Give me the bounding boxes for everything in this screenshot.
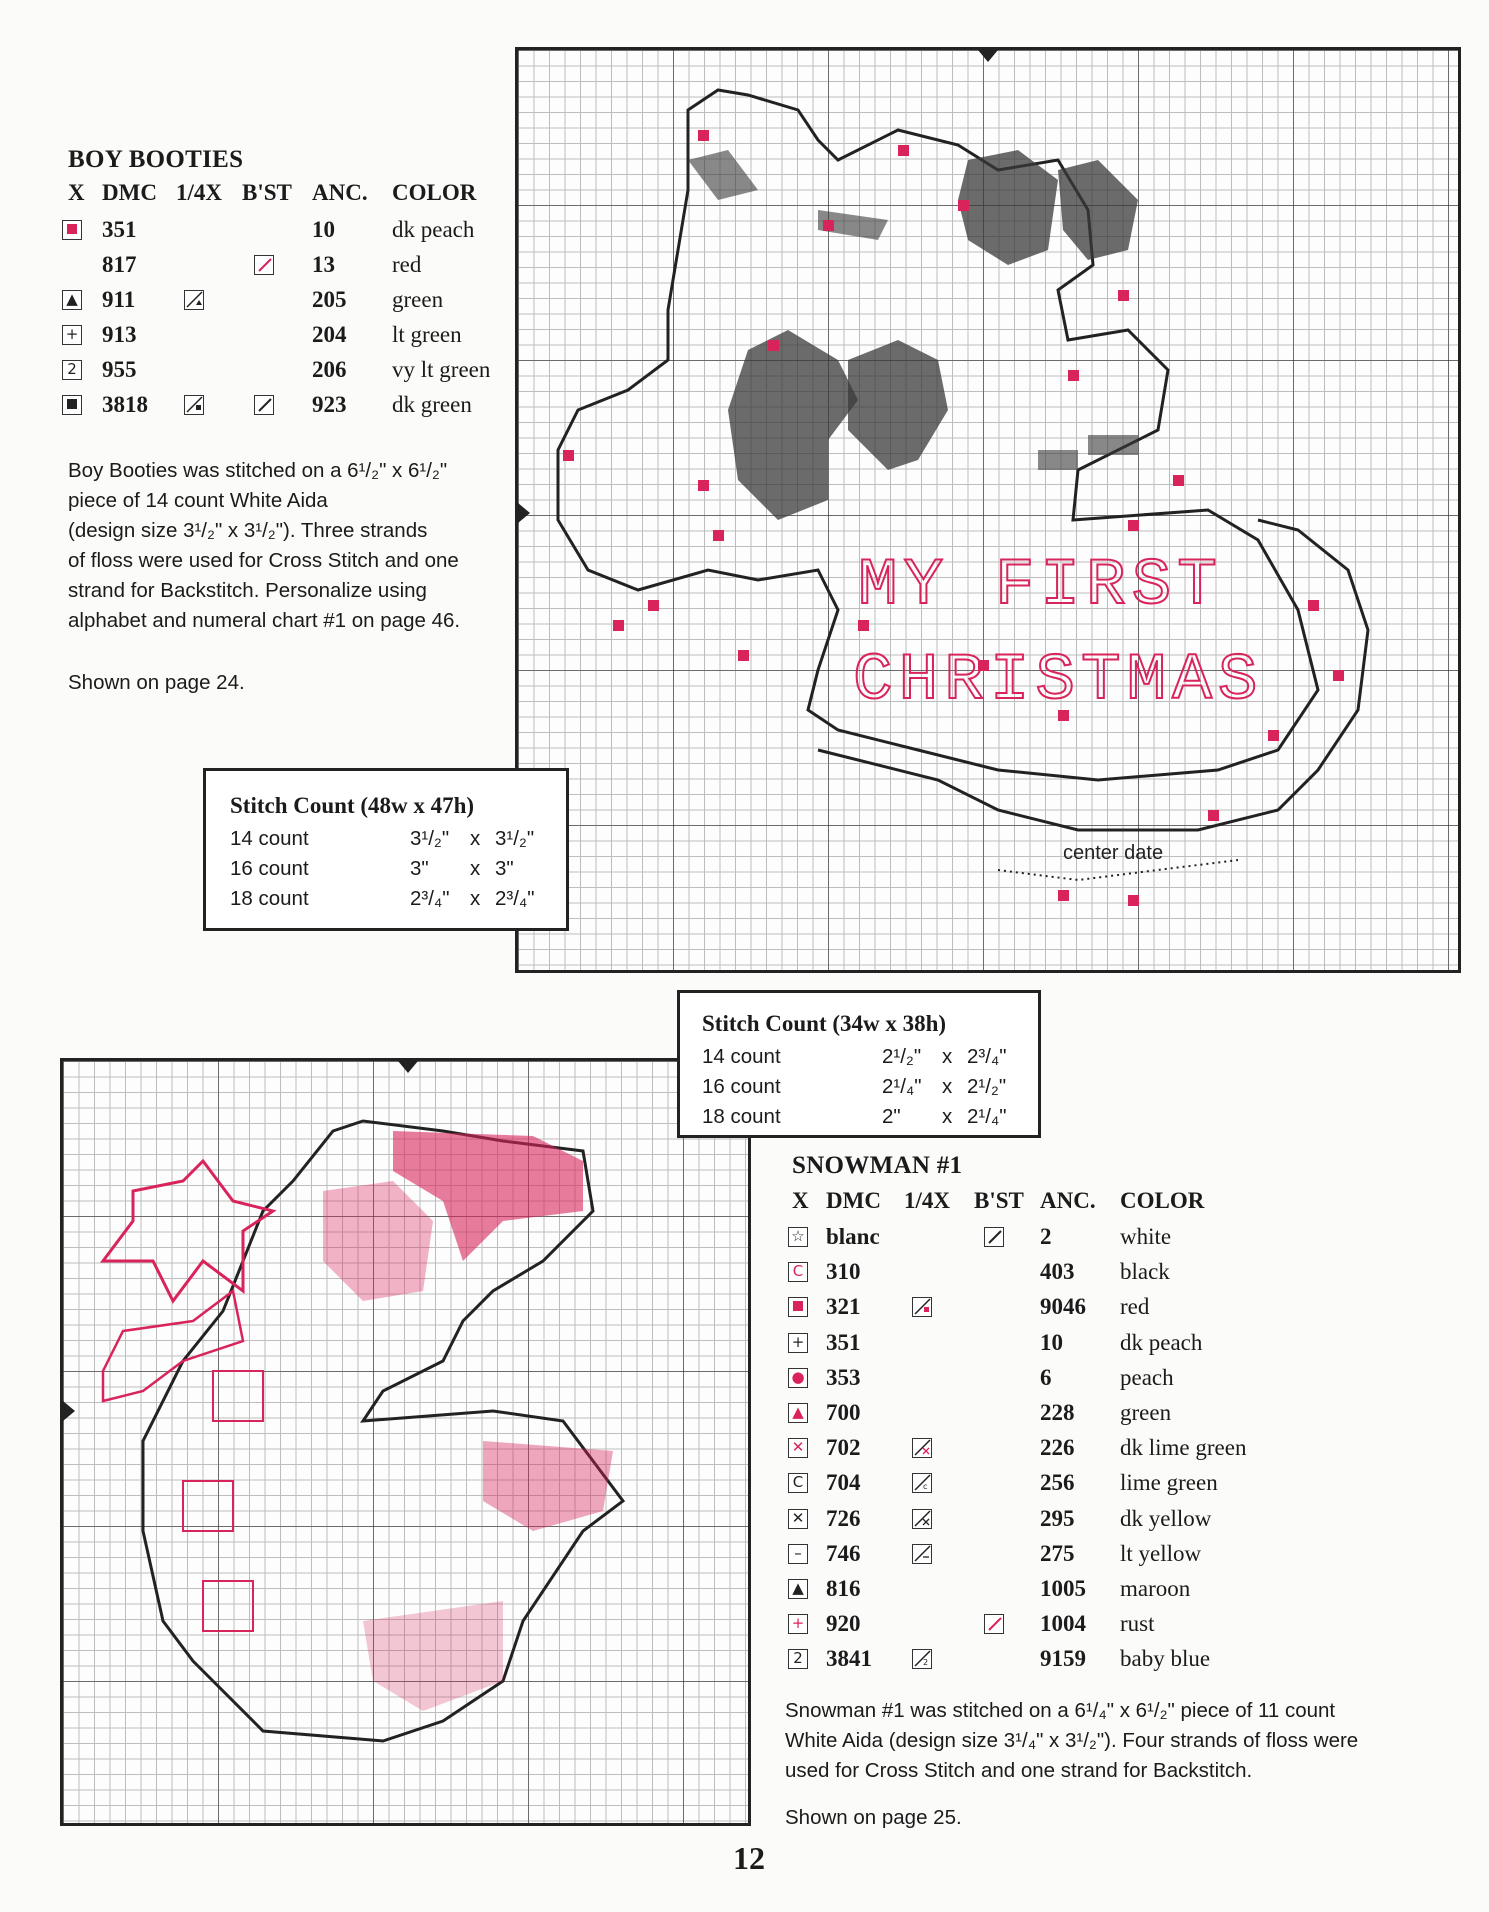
stitch-count-row-14 (230, 827, 550, 851)
dark-green-ribbon-4 (1088, 435, 1138, 455)
plus-icon: + (62, 325, 82, 345)
stitch-count-title: Stitch Count (34w x 38h) (702, 1011, 947, 1036)
pink-triangle-icon: ▲ (788, 1403, 808, 1423)
key-row-dmc: 704 (826, 1470, 861, 1496)
key-row-dmc: 351 (826, 1329, 861, 1355)
center-marker-left (63, 1401, 75, 1421)
stitch-count-x: x (942, 1105, 953, 1128)
key-row-color: rust (1120, 1611, 1155, 1637)
key-row-anc: 295 (1040, 1505, 1075, 1531)
key-header-color: COLOR (392, 180, 477, 205)
stitch-count-row-18 (702, 1105, 1022, 1129)
boy-booties-chart-artwork (518, 50, 1458, 970)
key-row-dmc: 920 (826, 1611, 861, 1637)
description-line: used for Cross Stitch and one strand for Backstitch. (785, 1759, 1253, 1782)
stitch-count-x: x (470, 827, 481, 850)
key-row-anc: 256 (1040, 1470, 1075, 1496)
stitch-count-height: 2³/₄" (967, 1045, 1007, 1068)
stitch-count-label: 14 count (702, 1045, 781, 1068)
svg-text:c: c (922, 1482, 927, 1492)
pink-plus-icon: + (788, 1614, 808, 1634)
red-backstitch-icon (254, 255, 274, 275)
center-date-label: center date (1063, 842, 1164, 864)
star-icon: ☆ (788, 1227, 808, 1247)
key-row-dmc: 700 (826, 1400, 861, 1425)
stitch-count-x: x (470, 857, 481, 880)
plus-icon: + (788, 1333, 808, 1353)
stitch-count-label: 18 count (702, 1105, 781, 1128)
key-row-anc: 2 (1040, 1224, 1052, 1249)
quarter-pink-x-icon (912, 1438, 932, 1458)
quarter-two-icon (912, 1649, 932, 1669)
snowman-chart-artwork (63, 1061, 748, 1823)
key-row-dmc: 913 (102, 322, 137, 347)
boy-booties-description (68, 456, 528, 636)
stitch-count-width: 2¹/₄" (882, 1075, 922, 1098)
description-line: piece of 14 count White Aida (68, 489, 328, 512)
stitch-count-height: 2¹/₂" (967, 1075, 1007, 1098)
stitch-count-height: 2¹/₄" (967, 1105, 1007, 1128)
snowman-chart (60, 1058, 751, 1826)
stitch-count-height: 3" (495, 857, 514, 880)
dk-peach-stitches (563, 130, 1344, 906)
chart-text-line2: CHRISTMAS (853, 643, 1264, 718)
c-icon: C (788, 1473, 808, 1493)
key-row-anc: 228 (1040, 1400, 1075, 1425)
filled-pink-square-icon (788, 1297, 808, 1317)
key-row-color: lt yellow (1120, 1540, 1202, 1566)
key-header-quarter-x: 1/4X (904, 1188, 950, 1213)
stitch-count-width: 2¹/₂" (882, 1045, 922, 1068)
two-icon: 2 (788, 1649, 808, 1669)
key-row-anc: 204 (312, 322, 347, 347)
pink-c-icon: C (788, 1262, 808, 1282)
stitch-count-height: 2³/₄" (495, 887, 535, 910)
key-header-x: X (792, 1188, 809, 1213)
svg-text:2: 2 (922, 1658, 928, 1668)
key-row-anc: 206 (312, 357, 347, 382)
boy-booties-title: BOY BOOTIES (68, 146, 244, 173)
page-number: 12 (733, 1840, 765, 1876)
key-row-anc: 1004 (1040, 1611, 1086, 1637)
stitch-count-x: x (470, 887, 481, 910)
key-row-dmc: 3841 (826, 1646, 872, 1672)
snowman-stitch-count-box (677, 990, 1041, 1138)
quarter-x-icon (912, 1509, 932, 1529)
key-row-dmc: 3818 (102, 392, 148, 417)
key-row-color: vy lt green (392, 357, 491, 382)
quarter-dash-icon (912, 1544, 932, 1564)
broom-outline (103, 1291, 243, 1401)
stitch-count-height: 3¹/₂" (495, 827, 535, 850)
dark-green-ribbon-3 (1038, 450, 1078, 470)
triangle-icon: ▲ (788, 1579, 808, 1599)
key-row-color: dk yellow (1120, 1505, 1212, 1531)
description-line: White Aida (design size 3¹/₄" x 3¹/₂"). Four strands of floss were (785, 1729, 1359, 1752)
key-row-dmc: 817 (102, 252, 137, 277)
center-marker-top (978, 50, 998, 62)
stitch-count-width: 3" (410, 857, 429, 880)
scarf-red-area (483, 1441, 613, 1531)
stitch-count-x: x (942, 1075, 953, 1098)
key-row-color: lt green (392, 322, 462, 347)
filled-pink-square-icon (62, 220, 82, 240)
quarter-pink-square-icon (912, 1297, 932, 1317)
key-row-anc: 275 (1040, 1540, 1075, 1566)
key-row-dmc: 353 (826, 1364, 861, 1390)
key-row-anc: 13 (312, 252, 335, 277)
stitch-count-width: 2" (882, 1105, 901, 1128)
pink-button-3 (203, 1581, 253, 1631)
key-row-color: red (1120, 1294, 1150, 1320)
key-row-dmc: 955 (102, 357, 137, 382)
quarter-c-icon (912, 1473, 932, 1493)
center-marker-left (518, 503, 530, 523)
key-row-color: baby blue (1120, 1646, 1211, 1672)
key-header-backstitch: B'ST (242, 180, 292, 205)
dash-icon: – (788, 1544, 808, 1564)
key-row-anc: 9046 (1040, 1294, 1086, 1320)
key-row-anc: 226 (1040, 1435, 1075, 1461)
boy-booties-shown-on: Shown on page 24. (68, 671, 245, 694)
black-backstitch-icon (984, 1227, 1004, 1247)
key-row-color: dk peach (1120, 1329, 1203, 1355)
stitch-count-x: x (942, 1045, 953, 1068)
stitch-count-row-14 (702, 1045, 1022, 1069)
boy-booties-stitch-count-box (203, 768, 569, 931)
key-row-dmc: blanc (826, 1224, 880, 1249)
description-line: strand for Backstitch. Personalize using (68, 579, 427, 602)
key-header-anchor: ANC. (1040, 1188, 1096, 1213)
key-row-color: red (392, 252, 422, 277)
key-row-color: green (1120, 1400, 1172, 1425)
pink-x-icon: ✕ (788, 1438, 808, 1458)
description-line: Snowman #1 was stitched on a 6¹/₄" x 6¹/₂" piece of 11 count (785, 1699, 1336, 1722)
key-row-anc: 9159 (1040, 1646, 1086, 1672)
key-row-color: lime green (1120, 1470, 1218, 1496)
snowman-key-table (788, 1188, 1308, 1222)
quarter-triangle-icon (184, 290, 204, 310)
description-line: (design size 3¹/₂" x 3¹/₂"). Three strands (68, 519, 428, 542)
quarter-square-icon (184, 395, 204, 415)
dark-green-toe-left (728, 330, 858, 520)
dark-green-ribbon-1 (688, 150, 758, 200)
dark-green-toe-top-1 (958, 150, 1058, 265)
stitch-count-label: 16 count (230, 857, 309, 880)
stitch-count-label: 18 count (230, 887, 309, 910)
description-line: Boy Booties was stitched on a 6¹/₂" x 6¹/₂" (68, 459, 448, 482)
description-line: of floss were used for Cross Stitch and one (68, 549, 459, 572)
snowman-description (785, 1696, 1445, 1786)
key-row-color: black (1120, 1259, 1170, 1285)
stitch-count-row-16 (702, 1075, 1022, 1099)
key-row-dmc: 321 (826, 1294, 861, 1320)
pink-dot-icon: ● (788, 1368, 808, 1388)
stitch-count-title: Stitch Count (48w x 47h) (230, 793, 475, 818)
key-row-anc: 205 (312, 287, 347, 312)
snowman-title: SNOWMAN #1 (792, 1152, 963, 1179)
stitch-count-row-18 (230, 887, 550, 911)
dark-green-toe-top-2 (1058, 160, 1138, 260)
key-row-anc: 6 (1040, 1364, 1052, 1390)
key-row-color: peach (1120, 1364, 1174, 1390)
key-header-x: X (68, 180, 85, 205)
stitch-count-label: 16 count (702, 1075, 781, 1098)
key-row-dmc: 351 (102, 217, 137, 242)
key-row-dmc: 746 (826, 1540, 861, 1566)
snowman-shown-on: Shown on page 25. (785, 1806, 962, 1829)
x-icon: ✕ (788, 1509, 808, 1529)
key-row-dmc: 702 (826, 1435, 861, 1461)
key-row-anc: 403 (1040, 1259, 1075, 1285)
triangle-icon: ▲ (62, 290, 82, 310)
key-row-color: dk peach (392, 217, 475, 242)
key-row-anc: 10 (1040, 1329, 1063, 1355)
two-icon: 2 (62, 360, 82, 380)
pink-button-1 (213, 1371, 263, 1421)
description-line: alphabet and numeral chart #1 on page 46. (68, 609, 461, 632)
key-header-dmc: DMC (102, 180, 157, 205)
key-header-color: COLOR (1120, 1188, 1205, 1213)
center-marker-top (398, 1061, 418, 1073)
boy-booties-chart (515, 47, 1461, 973)
key-row-anc: 1005 (1040, 1576, 1086, 1601)
key-row-color: maroon (1120, 1576, 1191, 1601)
key-header-anchor: ANC. (312, 180, 368, 205)
stitch-count-label: 14 count (230, 827, 309, 850)
key-row-color: white (1120, 1224, 1172, 1249)
black-backstitch-icon (254, 395, 274, 415)
face-peach-area (323, 1181, 433, 1301)
key-header-quarter-x: 1/4X (176, 180, 222, 205)
dark-green-toe-center (848, 340, 948, 470)
red-backstitch-icon (984, 1614, 1004, 1634)
stitch-count-width: 2³/₄" (410, 887, 450, 910)
pink-button-2 (183, 1481, 233, 1531)
key-row-anc: 923 (312, 392, 347, 417)
key-row-dmc: 726 (826, 1505, 861, 1531)
stitch-count-row-16 (230, 857, 550, 881)
filled-black-square-icon (62, 395, 82, 415)
key-row-dmc: 911 (102, 287, 136, 312)
key-row-color: dk lime green (1120, 1435, 1247, 1461)
key-row-anc: 10 (312, 217, 335, 242)
key-row-dmc: 310 (826, 1259, 861, 1285)
key-row-dmc: 816 (826, 1576, 861, 1601)
key-row-color: dk green (392, 392, 472, 417)
key-header-dmc: DMC (826, 1188, 881, 1213)
chart-text-line1: MY FIRST (858, 548, 1223, 623)
stitch-count-width: 3¹/₂" (410, 827, 450, 850)
key-header-backstitch: B'ST (974, 1188, 1024, 1213)
key-row-color: green (392, 287, 444, 312)
star-outline (103, 1161, 273, 1301)
